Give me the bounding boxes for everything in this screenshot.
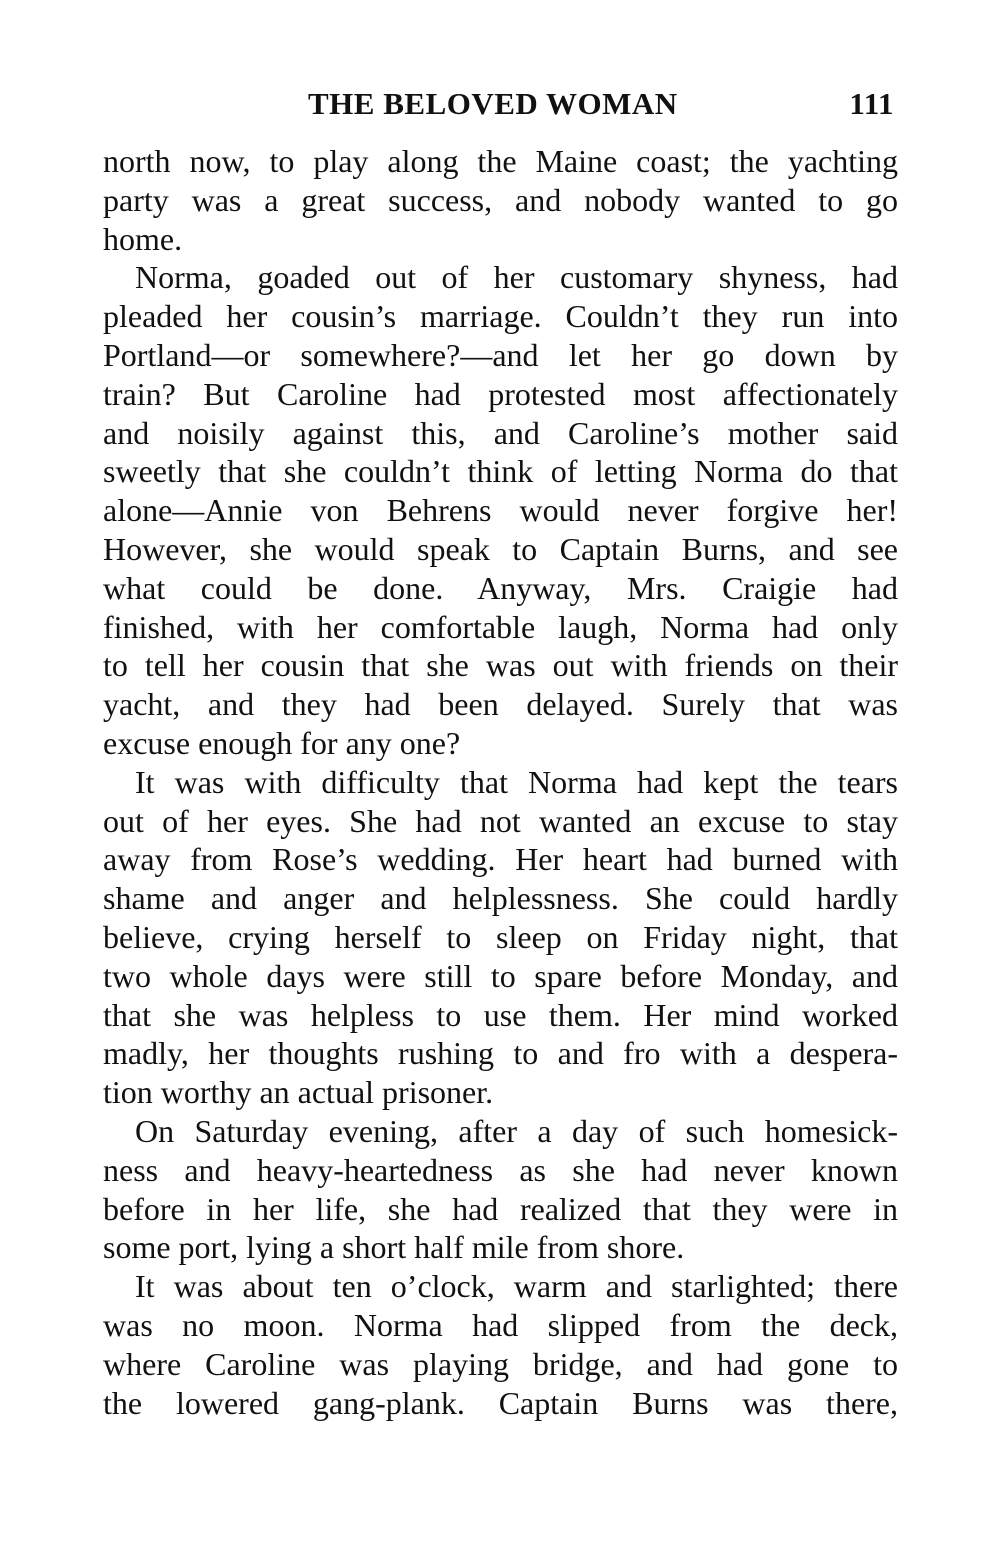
text-line: sweetly that she couldn’t think of letting Norma do that: [103, 453, 898, 490]
text-line: alone—Annie von Behrens would never forgive her!: [103, 492, 898, 529]
text-line: shame and anger and helplessness. She could hardly: [103, 880, 898, 917]
text-line: excuse enough for any one?: [103, 724, 461, 761]
text-line: On Saturday evening, after a day of such homesick-: [135, 1112, 898, 1149]
text-line: party was a great success, and nobody wanted to go: [103, 181, 898, 218]
text-line: ness and heavy-heartedness as she had never known: [103, 1151, 898, 1188]
text-line: It was with difficulty that Norma had kept the tears: [135, 763, 898, 800]
text-line: was no moon. Norma had slipped from the deck,: [103, 1306, 898, 1343]
text-line: finished, with her comfortable laugh, Norma had only: [103, 608, 898, 645]
text-line: madly, her thoughts rushing to and fro with a despera-: [103, 1035, 898, 1072]
text-line: yacht, and they had been delayed. Surely that was: [103, 686, 898, 723]
text-line: what could be done. Anyway, Mrs. Craigie had: [103, 569, 898, 606]
text-line: and noisily against this, and Caroline’s mother said: [103, 414, 898, 451]
text-line: Portland—or somewhere?—and let her go down by: [103, 336, 898, 373]
text-line: pleaded her cousin’s marriage. Couldn’t they run into: [103, 298, 898, 335]
running-head: [103, 86, 898, 126]
body-text: [103, 142, 898, 1422]
text-line: home.: [103, 220, 183, 257]
text-line: tion worthy an actual prisoner.: [103, 1074, 494, 1111]
text-line: believe, crying herself to sleep on Friday night, that: [103, 918, 898, 955]
text-line: before in her life, she had realized that they were in: [103, 1190, 898, 1227]
running-head-title: THE BELOVED WOMAN: [308, 86, 678, 121]
text-line: away from Rose’s wedding. Her heart had burned with: [103, 841, 898, 878]
text-line: train? But Caroline had protested most affectionately: [103, 375, 898, 412]
page-number: 111: [849, 86, 894, 121]
text-line: two whole days were still to spare before Monday, and: [103, 957, 898, 994]
text-line: the lowered gang-plank. Captain Burns was there,: [103, 1384, 898, 1421]
text-line: north now, to play along the Maine coast; the yachting: [103, 143, 898, 179]
text-line: However, she would speak to Captain Burns, and see: [103, 530, 898, 567]
text-line: to tell her cousin that she was out with friends on their: [103, 647, 898, 684]
text-line: out of her eyes. She had not wanted an excuse to stay: [103, 802, 898, 839]
text-line: It was about ten o’clock, warm and starlighted; there: [135, 1268, 898, 1305]
text-line: some port, lying a short half mile from shore.: [103, 1229, 685, 1266]
text-line: that she was helpless to use them. Her mind worked: [103, 996, 898, 1033]
text-line: Norma, goaded out of her customary shyness, had: [135, 259, 898, 296]
text-line: where Caroline was playing bridge, and had gone to: [103, 1345, 898, 1382]
